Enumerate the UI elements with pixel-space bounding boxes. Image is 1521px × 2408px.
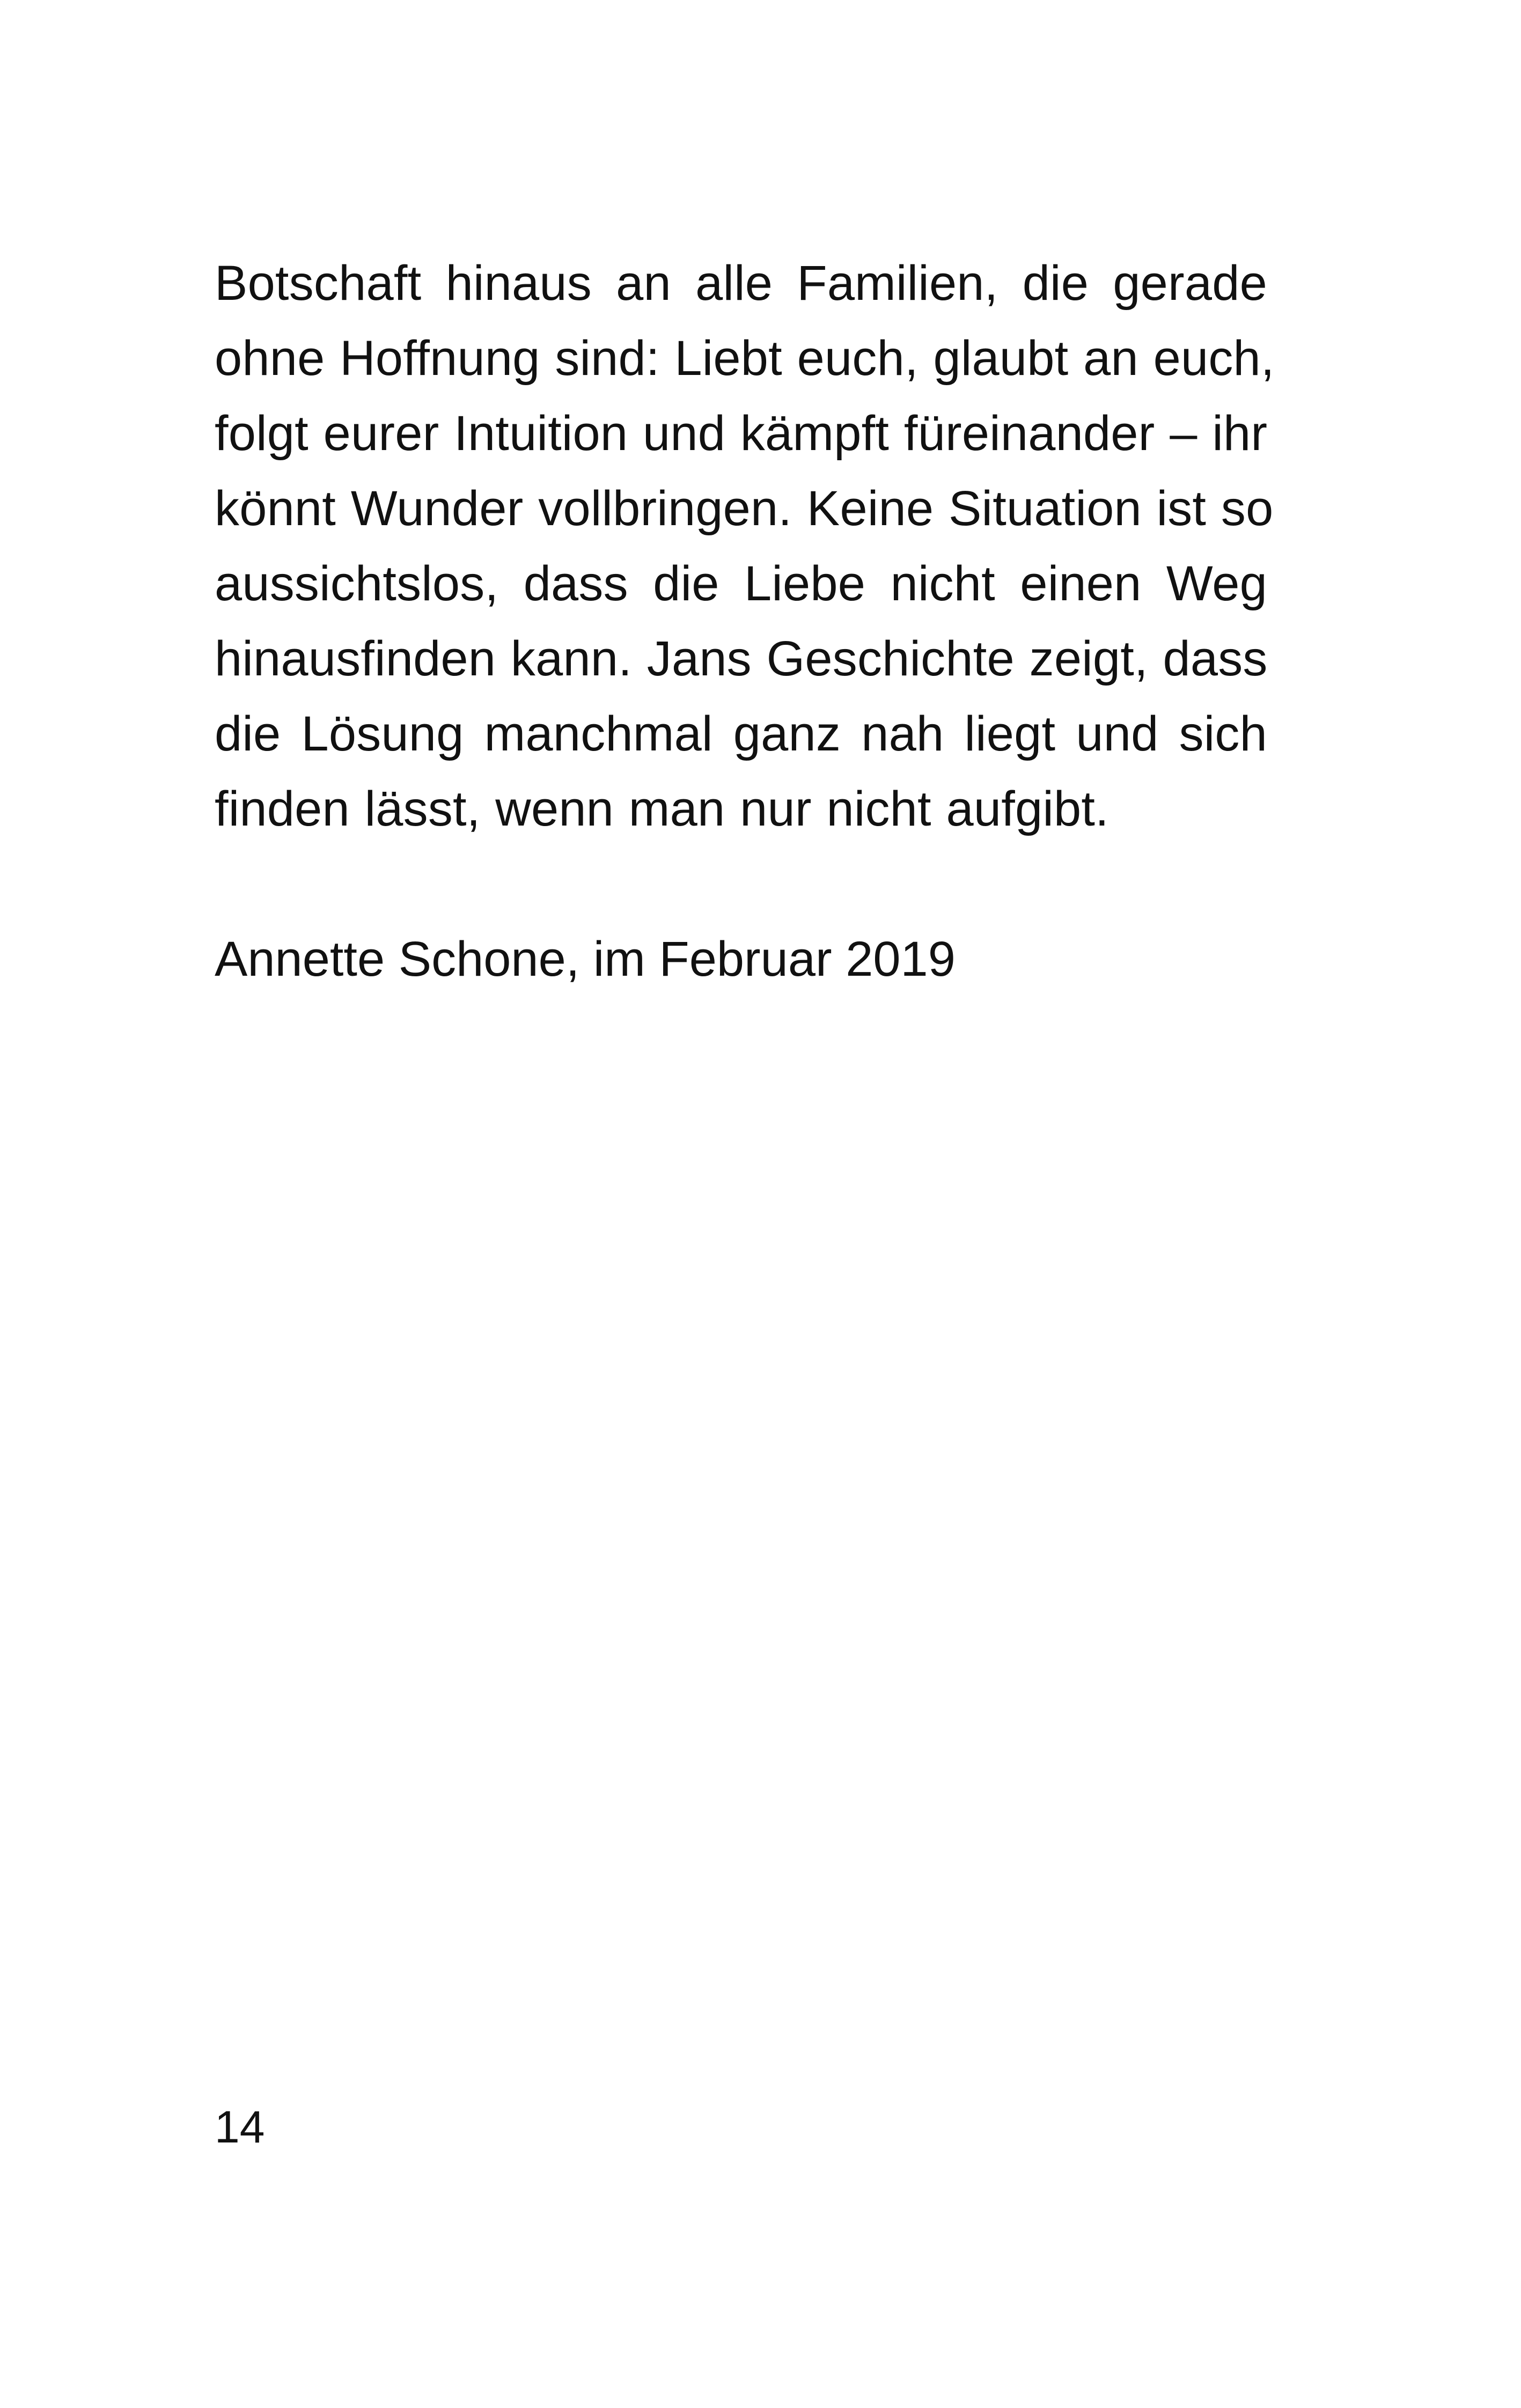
- paragraph-line: Botschaft hinaus an alle Familien, die gerade: [215, 256, 1267, 311]
- paragraph-line: ohne Hoffnung sind: Liebt euch, glaubt an euch,: [215, 331, 1275, 386]
- paragraph-line: hinausfinden kann. Jans Geschichte zeigt, dass: [215, 631, 1268, 686]
- paragraph-line: folgt eurer Intuition und kämpft füreinander – ihr: [215, 406, 1268, 461]
- page-number: 14: [215, 2102, 265, 2152]
- paragraph-line: aussichtslos, dass die Liebe nicht einen Weg: [215, 556, 1267, 611]
- paragraph-line: könnt Wunder vollbringen. Keine Situation ist so: [215, 481, 1274, 536]
- body-paragraph: [215, 246, 1275, 846]
- paragraph-line: finden lässt, wenn man nur nicht aufgibt.: [215, 782, 1109, 836]
- author-signature-line: Annette Schone, im Februar 2019: [215, 932, 956, 986]
- paragraph-line: die Lösung manchmal ganz nah liegt und sich: [215, 706, 1267, 761]
